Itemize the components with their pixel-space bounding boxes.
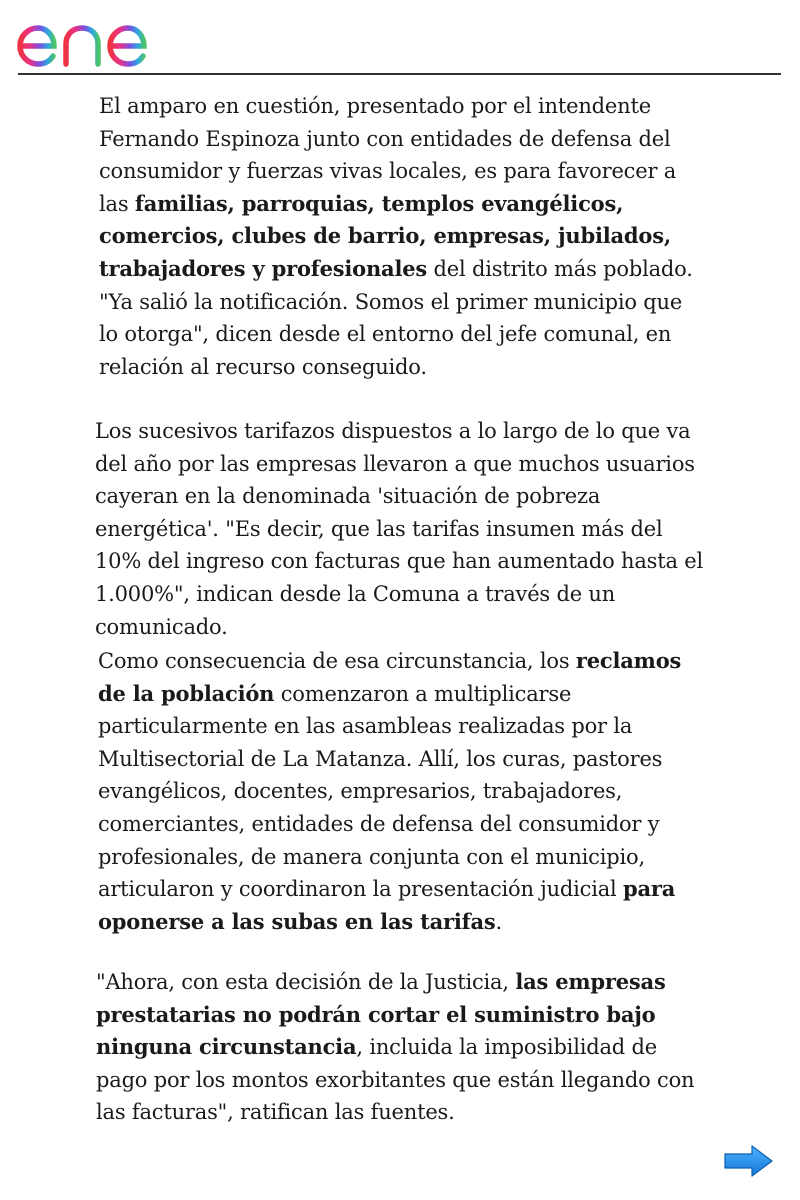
bold-text: reclamos de la población xyxy=(98,648,682,706)
text-run: Como consecuencia de esa circunstancia, los xyxy=(98,649,576,673)
text-run: del distrito más poblado. "Ya salió la notificación. Somos el primer municipio que lo otorga", dicen desde el entorno del jefe comunal, en relación al recurso conseguido. xyxy=(99,256,693,379)
text-run: , incluida la imposibilidad de pago por los montos exorbitantes que están llegando con las facturas", ratifican las fuentes. xyxy=(96,1035,695,1125)
article-paragraph xyxy=(96,966,696,1129)
text-run: . xyxy=(495,909,502,934)
bold-text: las empresas prestatarias no podrán cortar el suministro bajo ninguna circunstancia xyxy=(96,969,666,1060)
text-run: El amparo en cuestión, presentado por el intendente Fernando Espinoza junto con entidades de defensa del consumidor y fuerzas vivas locales, es para favorecer a las xyxy=(99,94,677,216)
page-header xyxy=(0,0,800,76)
article-paragraph xyxy=(99,90,699,383)
bold-text: para oponerse a las subas en las tarifas xyxy=(98,876,676,934)
text-run: comenzaron a multiplicarse particularmente en las asambleas realizadas por la Multisectorial de La Matanza. Allí, los curas, pastores evangélicos, docentes, empresarios, trabajadores, comerciantes, entidades de defensa del consumidor y profesionales, de manera conjunta con el municipio, articularon y coordinaron la presentación judicial xyxy=(98,681,663,902)
text-run: Los sucesivos tarifazos dispuestos a lo largo de lo que va del año por las empresas llevaron a que muchos usuarios cayeran en la denominada 'situación de pobreza energética'. "Es decir, que las tarifas insumen más del 10% del ingreso con facturas que han aumentado hasta el 1.000%", indican desde la Comuna a través de un comunicado. xyxy=(95,419,704,639)
enel-logo[interactable] xyxy=(16,6,182,68)
article-paragraph xyxy=(95,415,705,643)
article-paragraph xyxy=(98,645,698,938)
arrow-right-icon[interactable] xyxy=(722,1144,774,1178)
bold-text: familias, parroquias, templos evangélicos, comercios, clubes de barrio, empresas, jubilados, trabajadores y profesionales xyxy=(99,190,671,281)
text-run: "Ahora, con esta decisión de la Justicia, xyxy=(96,970,516,994)
header-divider xyxy=(18,73,781,75)
